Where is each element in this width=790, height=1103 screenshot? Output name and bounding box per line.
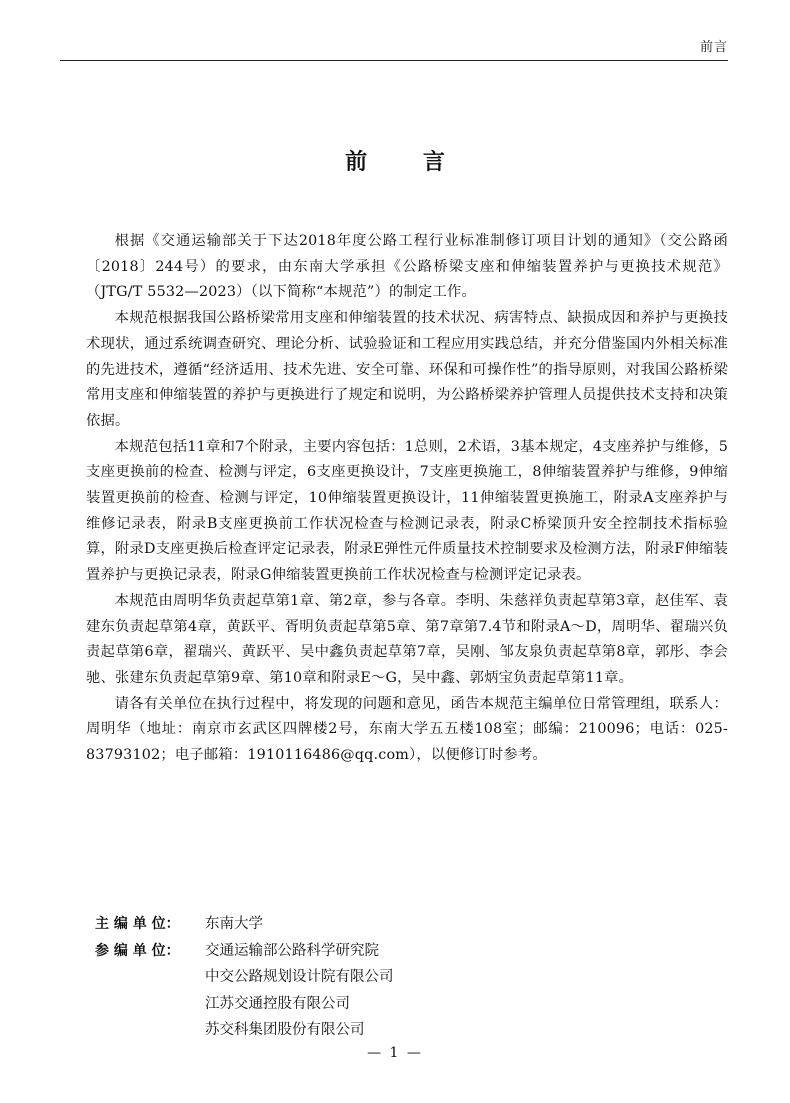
participating-units-list bbox=[205, 938, 394, 1044]
editing-units bbox=[95, 911, 695, 1044]
page-title: 前 言 bbox=[345, 150, 469, 175]
paragraph-5: 请各有关单位在执行过程中，将发现的问题和意见，函告本规范主编单位日常管理组，联系人：周明华（地址：南京市玄武区四牌楼2号，东南大学五五楼108室；邮编：210096；电话：025-83793102；电子邮箱：1910116486@qq.com），以便修订时参考。 bbox=[86, 695, 728, 764]
header-rule bbox=[60, 60, 728, 61]
chief-unit: 东南大学 bbox=[205, 916, 263, 932]
paragraph-3: 本规范包括11章和7个附录，主要内容包括：1总则，2术语，3基本规定，4支座养护与维修，5支座更换前的检查、检测与评定，6支座更换设计，7支座更换施工，8伸缩装置养护与维修，9伸缩装置更换前的检查、检测与评定，10伸缩装置更换设计，11伸缩装置更换施工，附录A支座养护与维修记录表，附录B支座更换前工作状况检查与检测记录表，附录C桥梁顶升安全控制技术指标验算，附录D支座更换后检查评定记录表，附录E弹性元件质量技术控制要求及检测方法，附录F伸缩装置养护与更换记录表，附录G伸缩装置更换前工作状况检查与检测评定记录表。 bbox=[86, 438, 728, 584]
running-header: 前言 bbox=[699, 40, 728, 55]
participating-unit: 交通运输部公路科学研究院 bbox=[205, 942, 379, 959]
participating-unit: 江苏交通控股有限公司 bbox=[205, 995, 350, 1012]
body-text bbox=[86, 229, 728, 769]
chief-unit-label: 主 编 单 位： bbox=[95, 916, 180, 932]
page-number: — 1 — bbox=[367, 1045, 423, 1061]
paragraph-4: 本规范由周明华负责起草第1章、第2章，参与各章。李明、朱慈祥负责起草第3章，赵佳军、袁建东负责起草第4章，黄跃平、胥明负责起草第5章、第7章第7.4节和附录A～D，周明华、翟瑞兴负责起草第6章，翟瑞兴、黄跃平、吴中鑫负责起草第7章，吴刚、邹友泉负责起草第8章，郭彤、李会驰、张建东负责起草第9章、第10章和附录E～G，吴中鑫、郭炳宝负责起草第11章。 bbox=[86, 592, 728, 686]
participating-units-label: 参 编 单 位： bbox=[95, 942, 180, 959]
chief-unit-row bbox=[95, 911, 695, 938]
paragraph-1: 根据《交通运输部关于下达2018年度公路工程行业标准制修订项目计划的通知》（交公路函〔2018〕244号）的要求，由东南大学承担《公路桥梁支座和伸缩装置养护与更换技术规范》（JTG/T 5532—2023）（以下简称“本规范”）的制定工作。 bbox=[86, 233, 728, 301]
participating-units-row bbox=[95, 938, 695, 1044]
participating-unit: 苏交科集团股份有限公司 bbox=[205, 1022, 365, 1038]
paragraph-2: 本规范根据我国公路桥梁常用支座和伸缩装置的技术状况、病害特点、缺损成因和养护与更换技术现状，通过系统调查研究、理论分析、试验验证和工程应用实践总结，并充分借鉴国内外相关标准的先进技术，遵循“经济适用、技术先进、安全可靠、环保和可操作性”的指导原则，对我国公路桥梁常用支座和伸缩装置的养护与更换进行了规定和说明，为公路桥梁养护管理人员提供技术支持和决策依据。 bbox=[86, 310, 728, 429]
participating-unit: 中交公路规划设计院有限公司 bbox=[205, 969, 394, 985]
